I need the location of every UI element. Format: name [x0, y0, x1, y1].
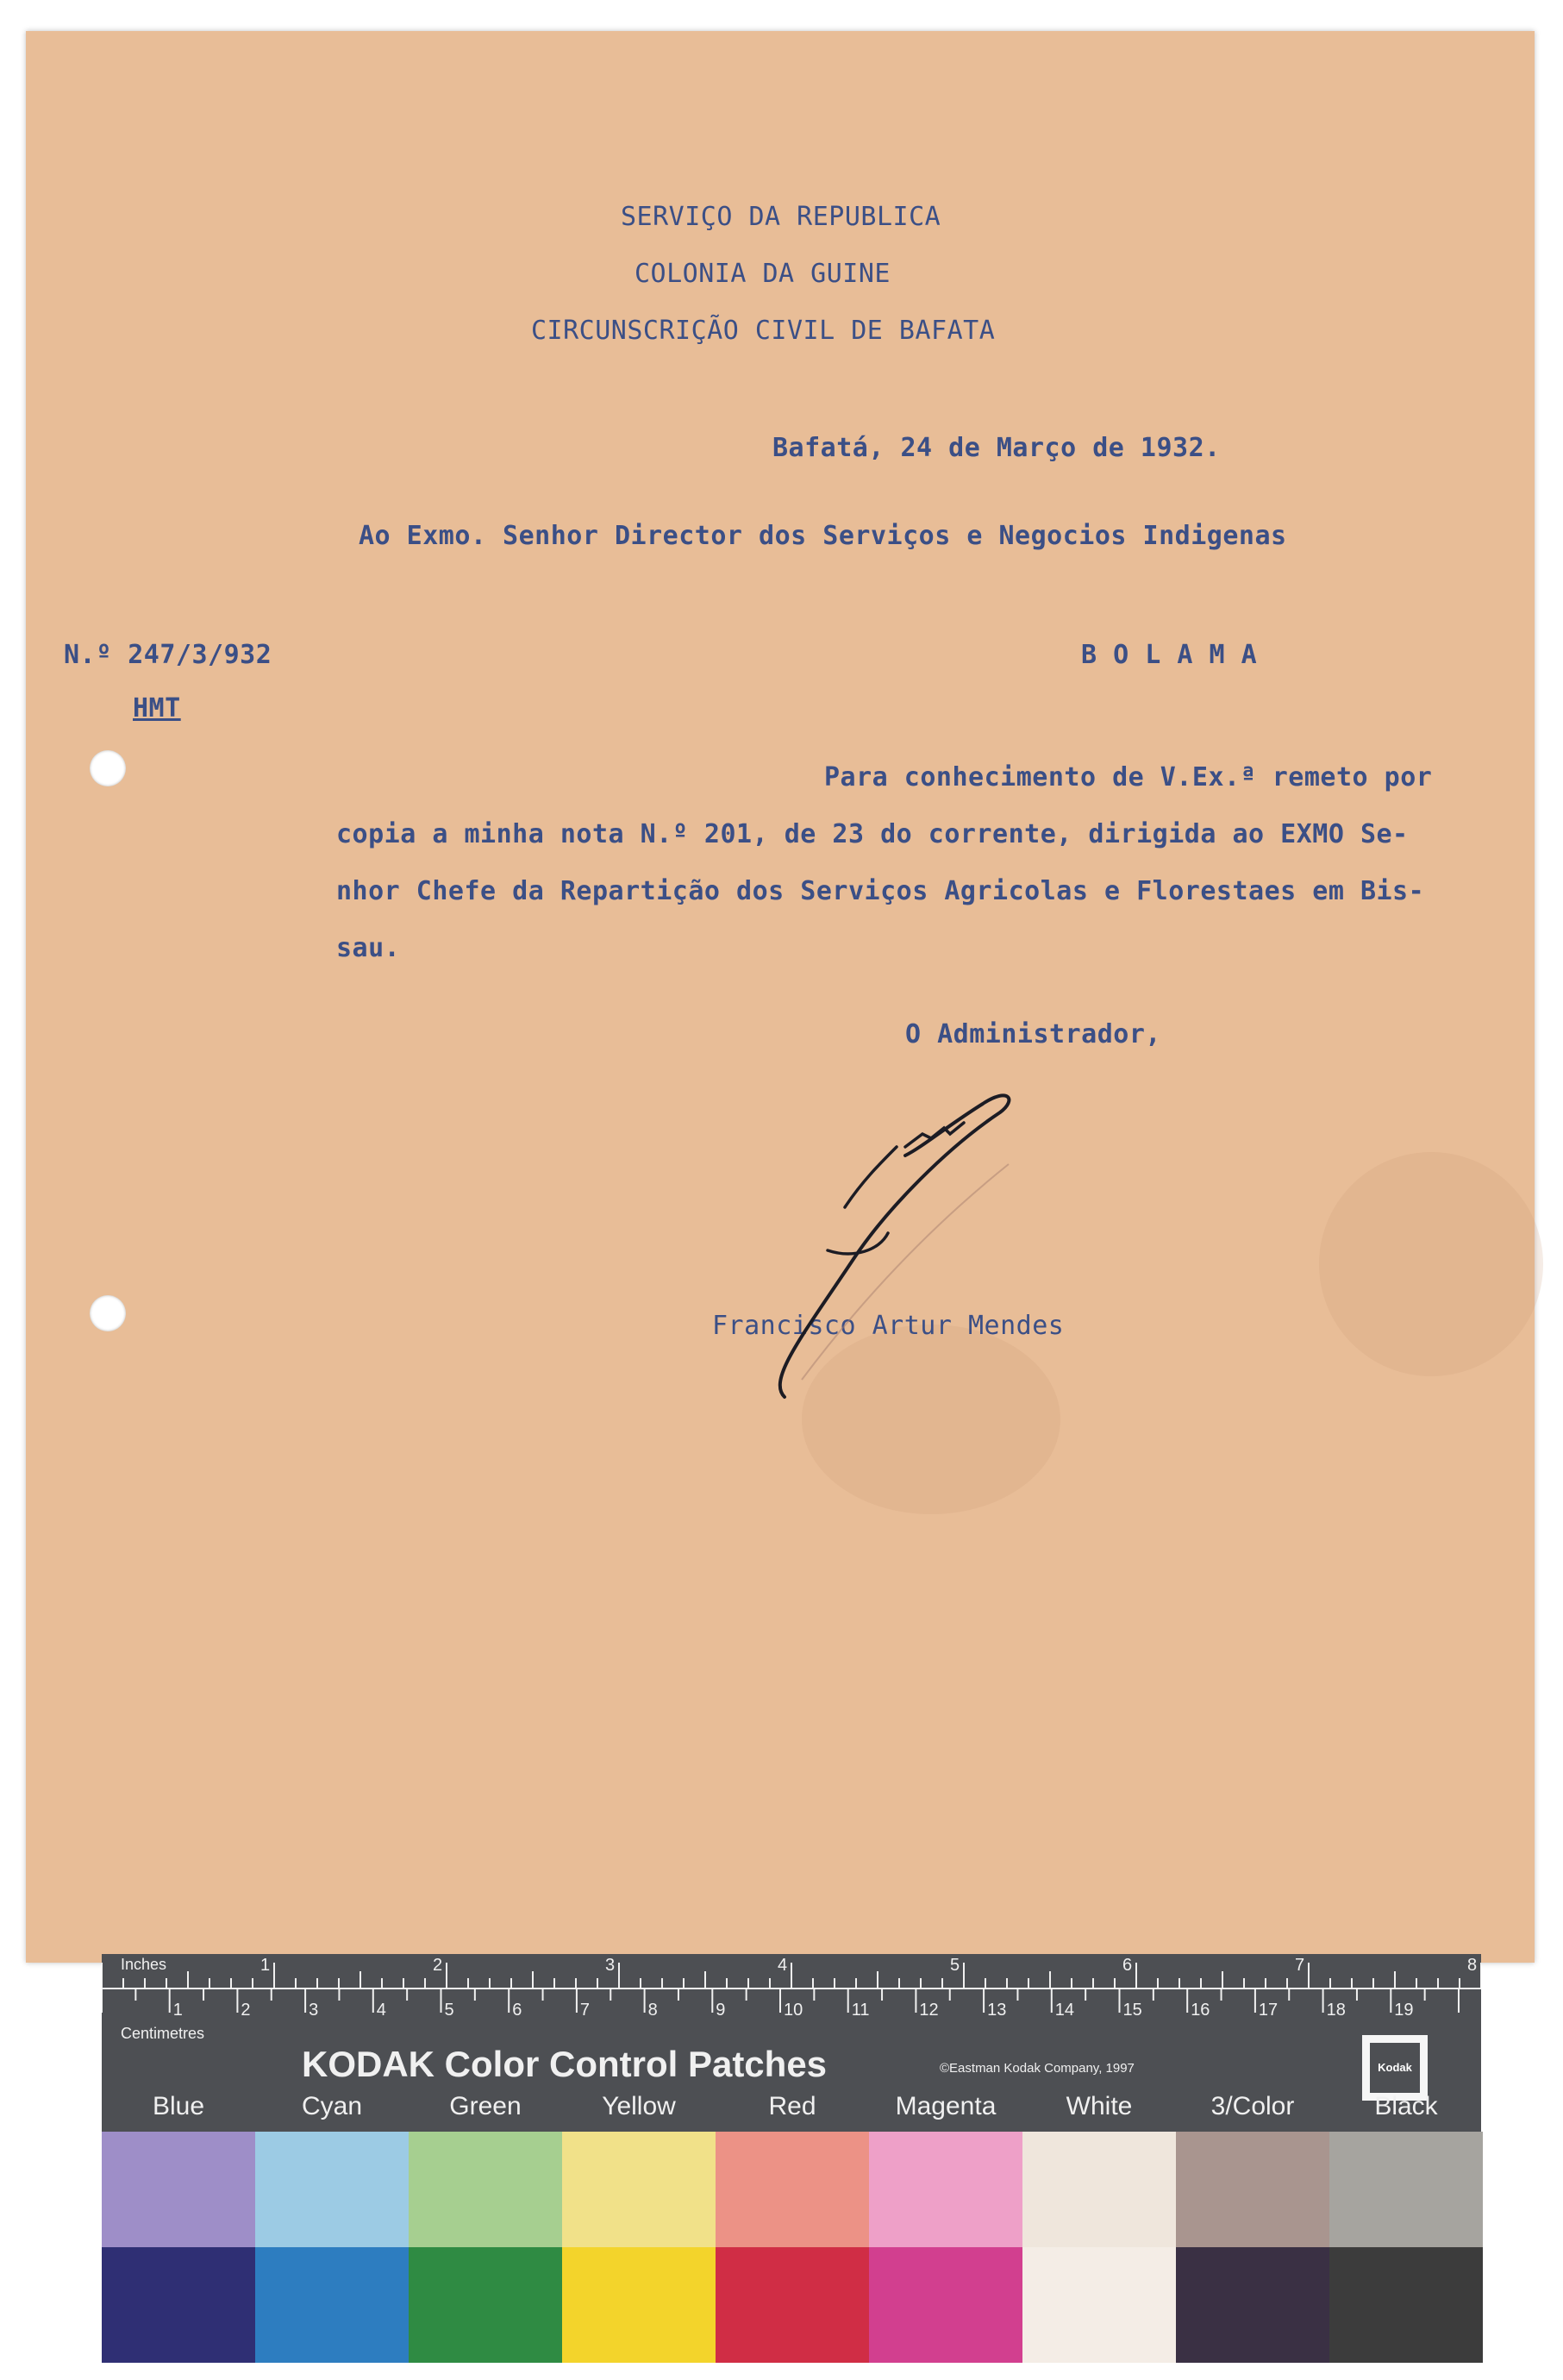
- patch-label: Yellow: [602, 2092, 676, 2120]
- body-line-3: nhor Chefe da Repartição dos Serviços Agricolas e Florestaes em Bis-: [336, 876, 1425, 906]
- color-patch-dark: [102, 2247, 255, 2363]
- ruler-inch-label: 3: [605, 1956, 616, 1975]
- kodak-logo-text: Kodak: [1370, 2043, 1420, 2093]
- addressee: Ao Exmo. Senhor Director dos Serviços e Negocios Indigenas: [359, 521, 1287, 551]
- paper-stain: [1319, 1152, 1543, 1376]
- closing: O Administrador,: [905, 1019, 1161, 1049]
- ruler-cm-label: 10: [784, 2001, 803, 2020]
- header-line-2: COLONIA DA GUINE: [635, 259, 891, 289]
- ruler-cm-label: Centimetres: [121, 2025, 205, 2042]
- ruler-cm-label: 12: [919, 2001, 939, 2020]
- kodak-color-target: [102, 1954, 1481, 2363]
- handwritten-signature: [750, 1052, 1112, 1414]
- reference-number: N.º 247/3/932: [64, 640, 272, 670]
- ruler-inch-label: 4: [778, 1956, 788, 1975]
- ruler-cm-label: 3: [309, 2001, 319, 2020]
- ruler-cm-label: 4: [376, 2001, 386, 2020]
- ruler-cm-label: 2: [241, 2001, 251, 2020]
- body-line-2: copia a minha nota N.º 201, de 23 do corrente, dirigida ao EXMO Se-: [336, 819, 1409, 849]
- color-patch-dark: [1329, 2247, 1483, 2363]
- color-patch-dark: [255, 2247, 409, 2363]
- kodak-title: KODAK Color Control Patches: [302, 2044, 828, 2084]
- body-line-4: sau.: [336, 933, 401, 963]
- ruler-cm-label: 15: [1122, 2001, 1142, 2020]
- patch-label: Blue: [152, 2092, 205, 2120]
- reference-initials: HMT: [133, 693, 181, 723]
- ruler-cm-label: 1: [172, 2001, 183, 2020]
- color-patch-light: [102, 2132, 255, 2247]
- patch-label: Magenta: [895, 2092, 997, 2120]
- patch-label: 3/Color: [1210, 2092, 1295, 2120]
- ruler-inch-label: 5: [950, 1956, 960, 1975]
- color-patch-dark: [716, 2247, 869, 2363]
- color-patch-light: [1022, 2132, 1176, 2247]
- ruler-cm-label: 17: [1258, 2001, 1279, 2020]
- kodak-logo: [1362, 2035, 1428, 2101]
- header-line-3: CIRCUNSCRIÇÃO CIVIL DE BAFATA: [531, 316, 996, 346]
- ruler-cm-label: 16: [1191, 2001, 1210, 2020]
- ruler-inch-label: 1: [260, 1956, 271, 1975]
- body-line-1: Para conhecimento de V.Ex.ª remeto por: [824, 762, 1433, 792]
- document-page: [26, 31, 1535, 1963]
- ruler-cm-label: 9: [716, 2001, 726, 2020]
- ruler-cm-label: 14: [1054, 2001, 1075, 2020]
- signatory-name: Francisco Artur Mendes: [712, 1311, 1065, 1341]
- color-patch-light: [716, 2132, 869, 2247]
- ruler-inch-label: 7: [1295, 1956, 1305, 1975]
- ruler-inches-label: Inches: [121, 1956, 167, 1973]
- ruler-cm-label: 13: [987, 2001, 1007, 2020]
- punch-hole: [90, 750, 126, 786]
- color-patch-light: [255, 2132, 409, 2247]
- ruler-cm-label: 8: [647, 2001, 658, 2020]
- destination: B O L A M A: [1081, 640, 1258, 670]
- ruler-inch-label: 6: [1122, 1956, 1133, 1975]
- ruler-cm-label: 5: [444, 2001, 454, 2020]
- kodak-copyright: ©Eastman Kodak Company, 1997: [940, 2061, 1135, 2076]
- ruler-cm-label: 18: [1326, 2001, 1346, 2020]
- ruler-cm-label: 11: [851, 2001, 870, 2020]
- punch-hole: [90, 1295, 126, 1331]
- ruler-cm-label: 19: [1394, 2001, 1414, 2020]
- patch-label: Green: [449, 2092, 522, 2120]
- ruler-cm-label: 7: [579, 2001, 591, 2020]
- date-line: Bafatá, 24 de Março de 1932.: [772, 433, 1221, 463]
- color-patch-dark: [1022, 2247, 1176, 2363]
- patch-label: White: [1066, 2092, 1133, 2120]
- color-patch-dark: [562, 2247, 716, 2363]
- patch-label: Cyan: [301, 2092, 363, 2120]
- color-patch-light: [1329, 2132, 1483, 2247]
- color-patch-dark: [409, 2247, 562, 2363]
- color-patch-dark: [869, 2247, 1022, 2363]
- color-patch-light: [869, 2132, 1022, 2247]
- patch-label: Black: [1374, 2092, 1438, 2120]
- ruler-cm-label: 6: [512, 2001, 522, 2020]
- ruler-inch-label: 2: [433, 1956, 443, 1975]
- color-patch-light: [1176, 2132, 1329, 2247]
- color-patch-light: [562, 2132, 716, 2247]
- ruler-inch-label: 8: [1467, 1956, 1478, 1975]
- patch-label: Red: [768, 2092, 816, 2120]
- color-patch-light: [409, 2132, 562, 2247]
- color-patch-dark: [1176, 2247, 1329, 2363]
- header-line-1: SERVIÇO DA REPUBLICA: [621, 202, 941, 232]
